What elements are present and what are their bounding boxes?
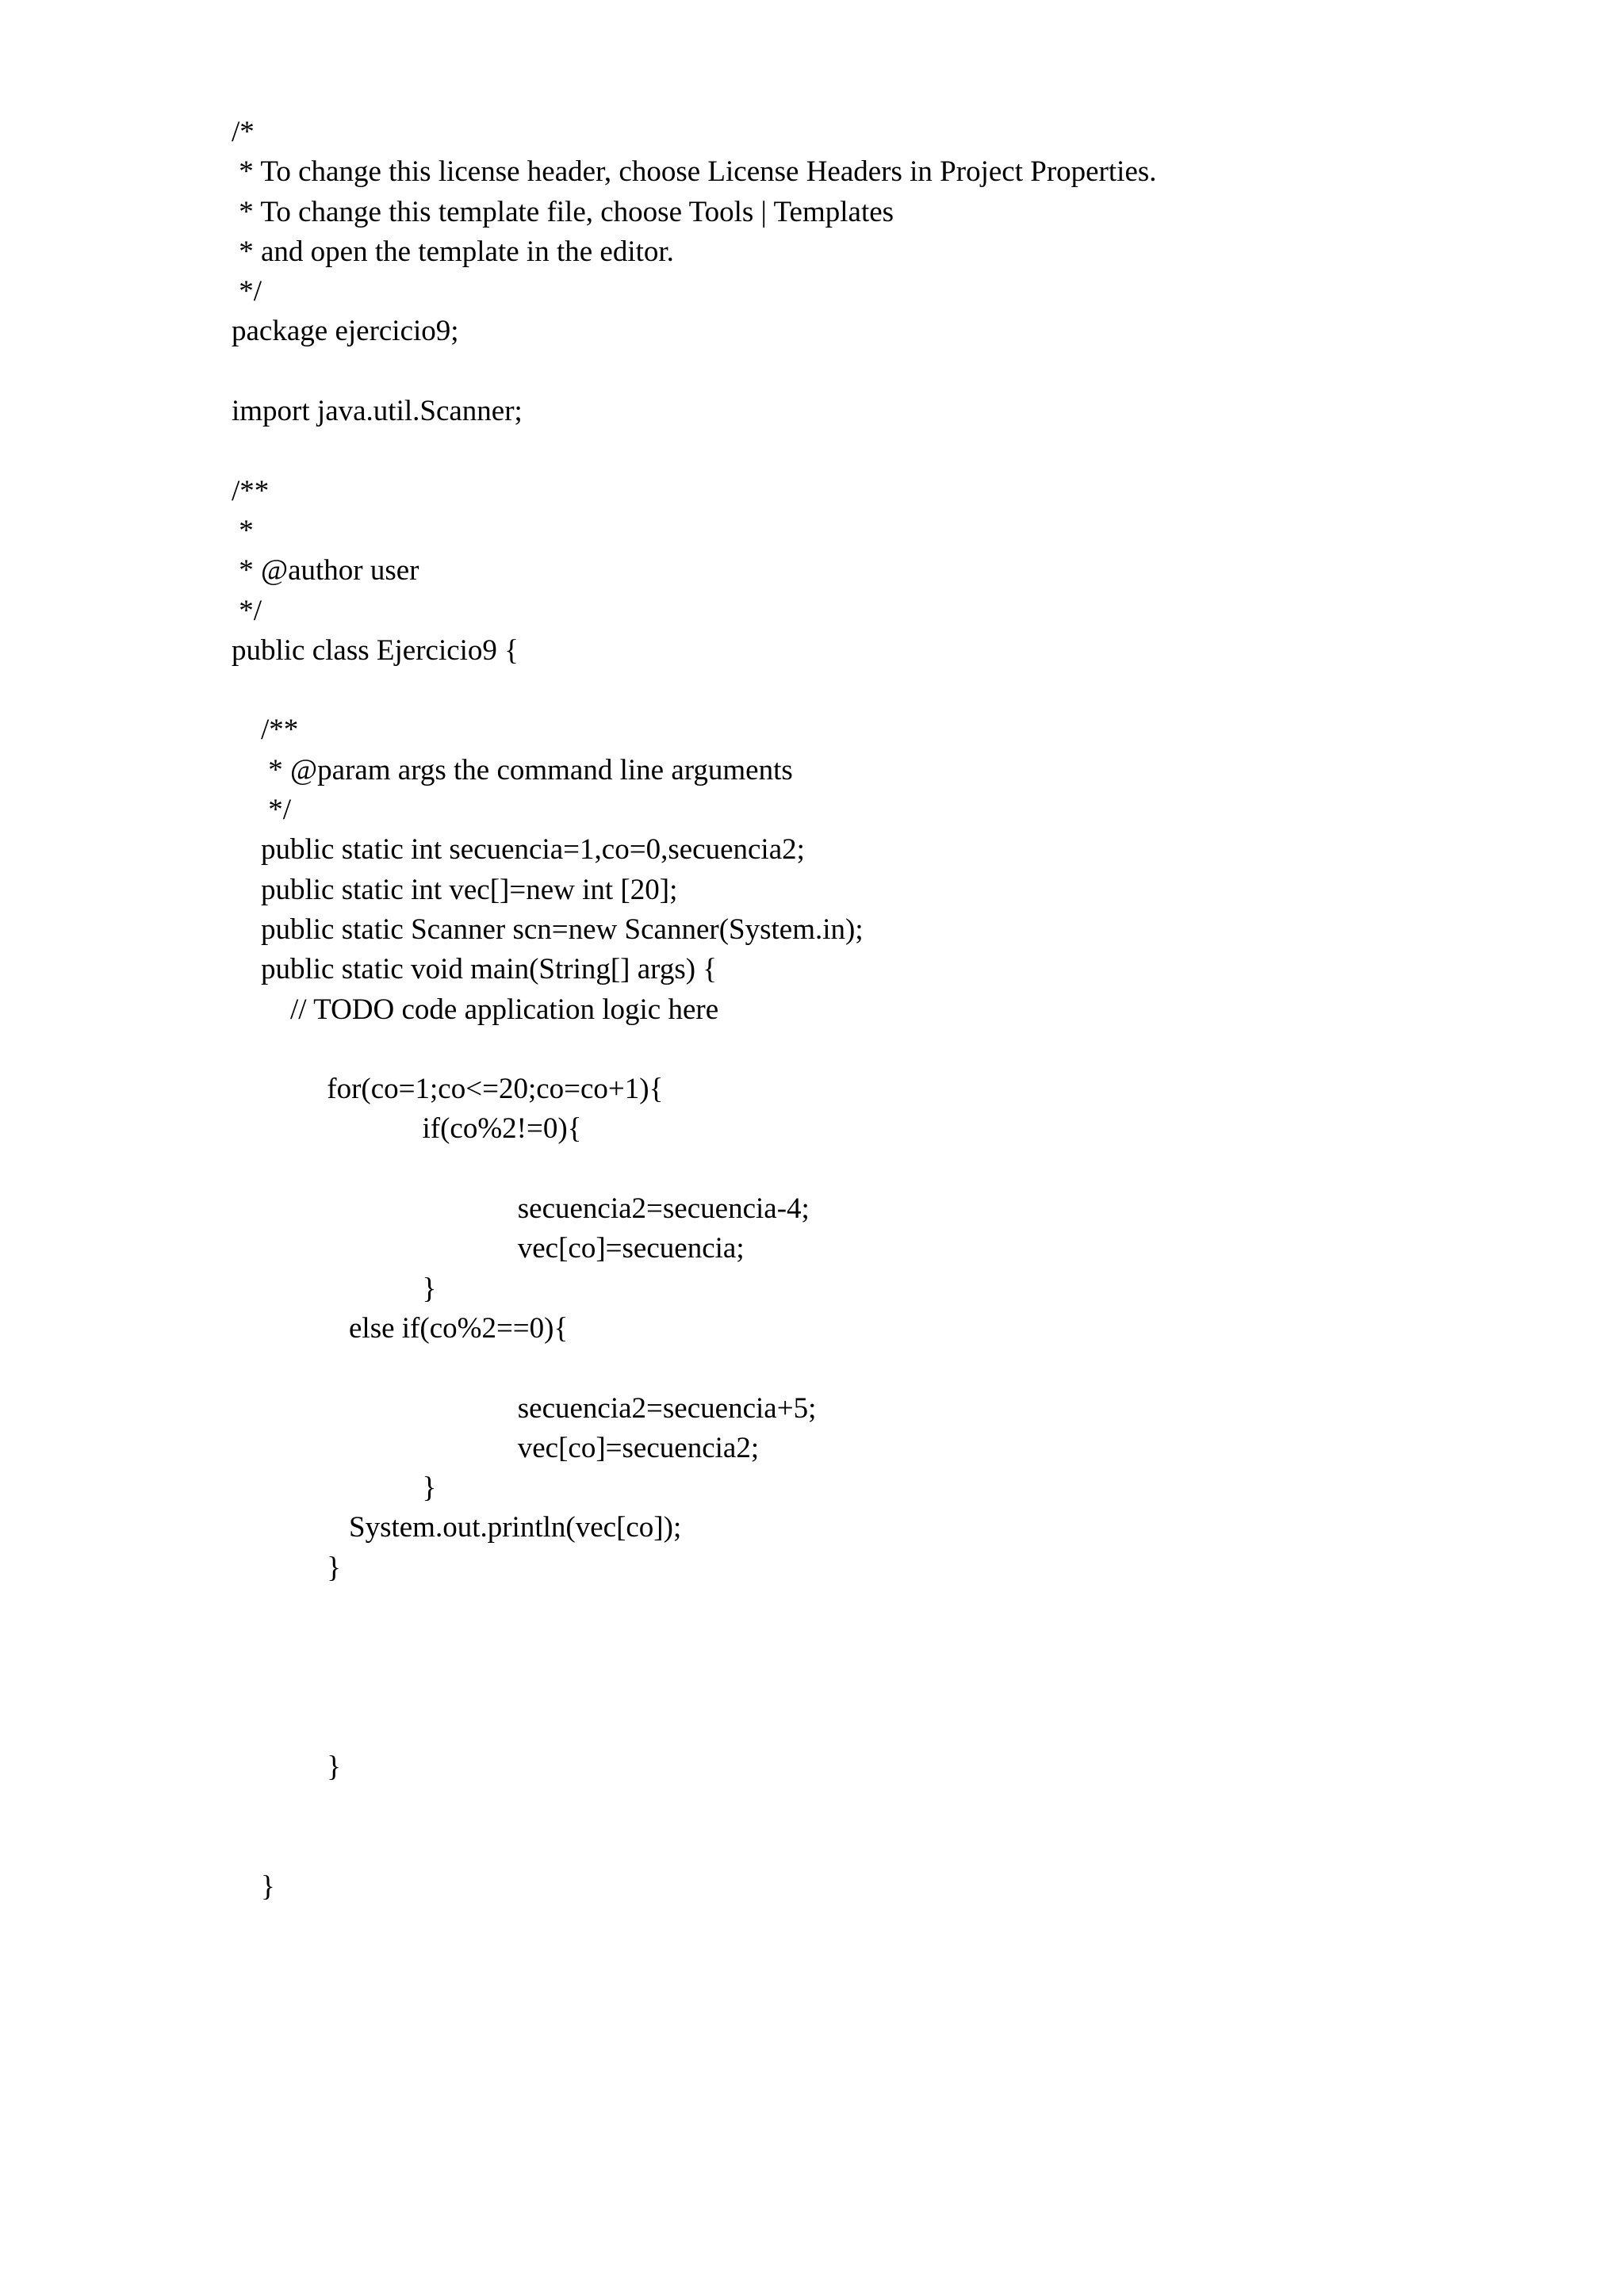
code-line: public static int secuencia=1,co=0,secuencia2; — [232, 833, 805, 867]
code-line: /** — [232, 474, 270, 507]
code-line: * To change this template file, choose Tools | Templates — [232, 195, 894, 228]
code-line: /* — [232, 116, 255, 148]
code-line: } — [232, 1272, 437, 1305]
code-line: public static int vec[]=new int [20]; — [232, 873, 678, 906]
code-line: if(co%2!=0){ — [232, 1112, 582, 1146]
code-line: * To change this license header, choose License Headers in Project Properties. — [232, 155, 1157, 189]
code-line — [232, 671, 1157, 710]
code-line — [232, 1150, 1157, 1189]
code-line: import java.util.Scanner; — [232, 395, 523, 428]
code-line: } — [232, 1751, 342, 1784]
code-line: * — [232, 514, 254, 547]
code-line: * @author user — [232, 554, 419, 587]
code-line: vec[co]=secuencia; — [232, 1232, 745, 1265]
code-line: * @param args the command line arguments — [232, 753, 793, 786]
code-line: package ejercicio9; — [232, 315, 459, 348]
code-line: } — [232, 1551, 342, 1584]
code-line — [232, 1787, 1157, 1827]
code-line — [232, 431, 1157, 471]
code-line: else if(co%2==0){ — [232, 1311, 569, 1345]
code-line: public static void main(String[] args) { — [232, 953, 718, 986]
code-line: secuencia2=secuencia+5; — [232, 1391, 817, 1425]
code-line — [232, 1708, 1157, 1747]
code-line — [232, 352, 1157, 392]
code-line: public class Ejercicio9 { — [232, 633, 519, 667]
code-line — [232, 1349, 1157, 1388]
code-line: */ — [232, 594, 262, 627]
code-line: * and open the template in the editor. — [232, 235, 674, 268]
code-line: secuencia2=secuencia-4; — [232, 1192, 810, 1226]
code-line: System.out.println(vec[co]); — [232, 1511, 682, 1544]
code-line — [232, 1030, 1157, 1070]
code-line — [232, 1827, 1157, 1867]
code-line: vec[co]=secuencia2; — [232, 1431, 760, 1464]
source-code — [232, 113, 1157, 1907]
code-line: for(co=1;co<=20;co=co+1){ — [232, 1073, 664, 1106]
code-line: public static Scanner scn=new Scanner(System.in); — [232, 913, 864, 946]
code-line: /** — [232, 714, 299, 747]
code-line: */ — [232, 275, 262, 308]
code-line: */ — [232, 794, 292, 827]
code-line — [232, 1628, 1157, 1667]
code-line: } — [232, 1471, 437, 1505]
code-line: // TODO code application logic here — [232, 993, 719, 1026]
code-line: } — [232, 1870, 275, 1904]
code-line — [232, 1668, 1157, 1708]
code-line — [232, 1588, 1157, 1628]
